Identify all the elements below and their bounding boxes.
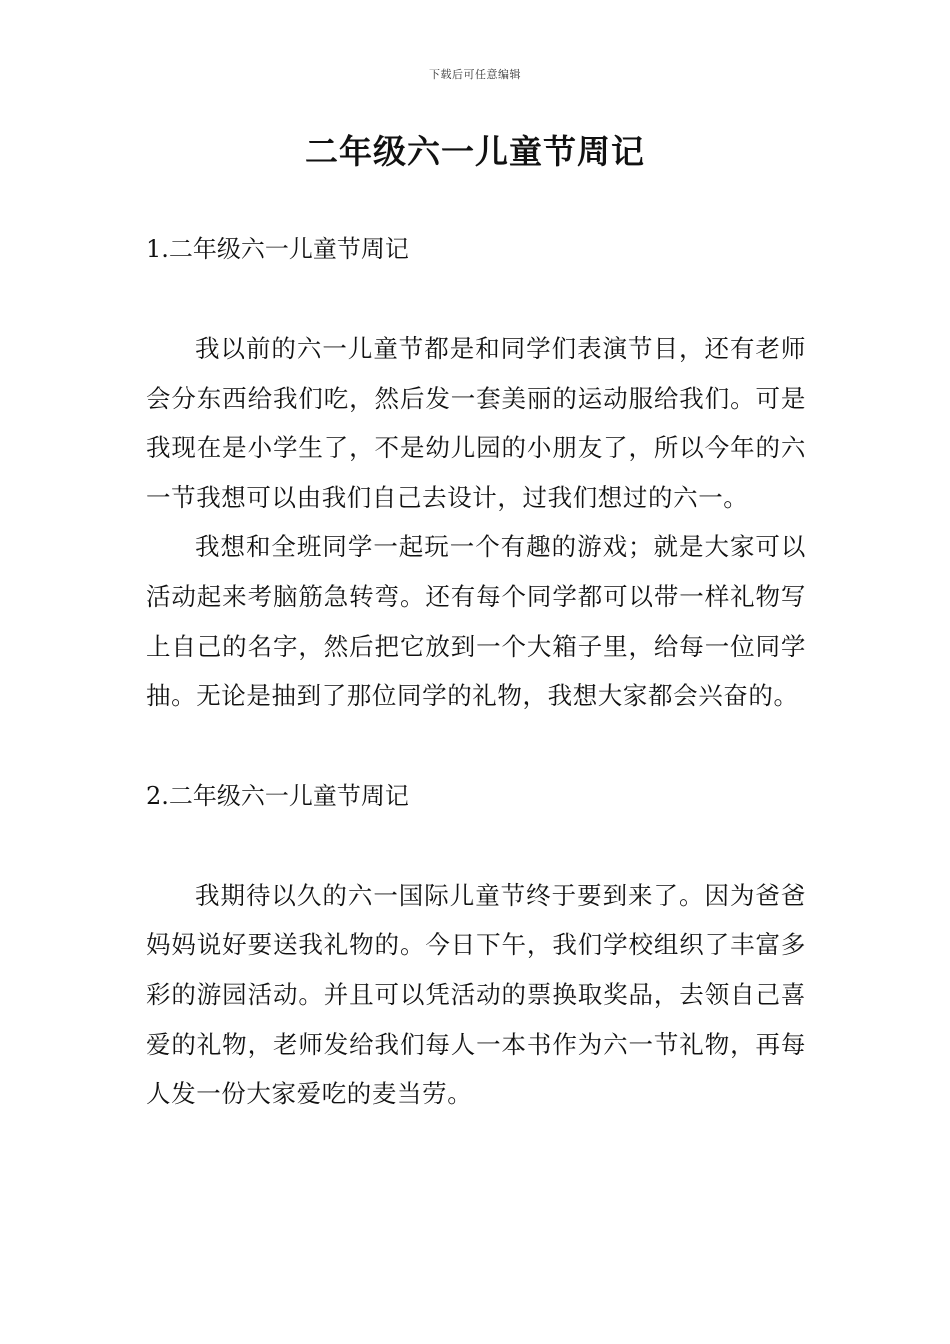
document-title: 二年级六一儿童节周记: [305, 132, 645, 171]
section-heading: 2.二年级六一儿童节周记: [146, 781, 409, 810]
section-1: [146, 226, 806, 721]
header-note: 下载后可任意编辑: [429, 68, 521, 81]
paragraph: 我以前的六一儿童节都是和同学们表演节目，还有老师会分东西给我们吃，然后发一套美丽的运动服给我们。可是我现在是小学生了，不是幼儿园的小朋友了，所以今年的六一节我想可以由我们自己去设计，过我们想过的六一。: [146, 334, 806, 512]
paragraph: 我期待以久的六一国际儿童节终于要到来了。因为爸爸妈妈说好要送我礼物的。今日下午，我们学校组织了丰富多彩的游园活动。并且可以凭活动的票换取奖品，去领自己喜爱的礼物，老师发给我们每人一本书作为六一节礼物，再每人发一份大家爱吃的麦当劳。: [146, 880, 806, 1109]
document-body: [146, 226, 806, 1119]
section-2: [146, 773, 806, 1119]
section-heading: 1.二年级六一儿童节周记: [146, 235, 409, 263]
paragraph: 我想和全班同学一起玩一个有趣的游戏；就是大家可以活动起来考脑筋急转弯。还有每个同学都可以带一样礼物写上自己的名字，然后把它放到一个大箱子里，给每一位同学抽。无论是抽到了那位同学的礼物，我想大家都会兴奋的。: [146, 532, 806, 711]
